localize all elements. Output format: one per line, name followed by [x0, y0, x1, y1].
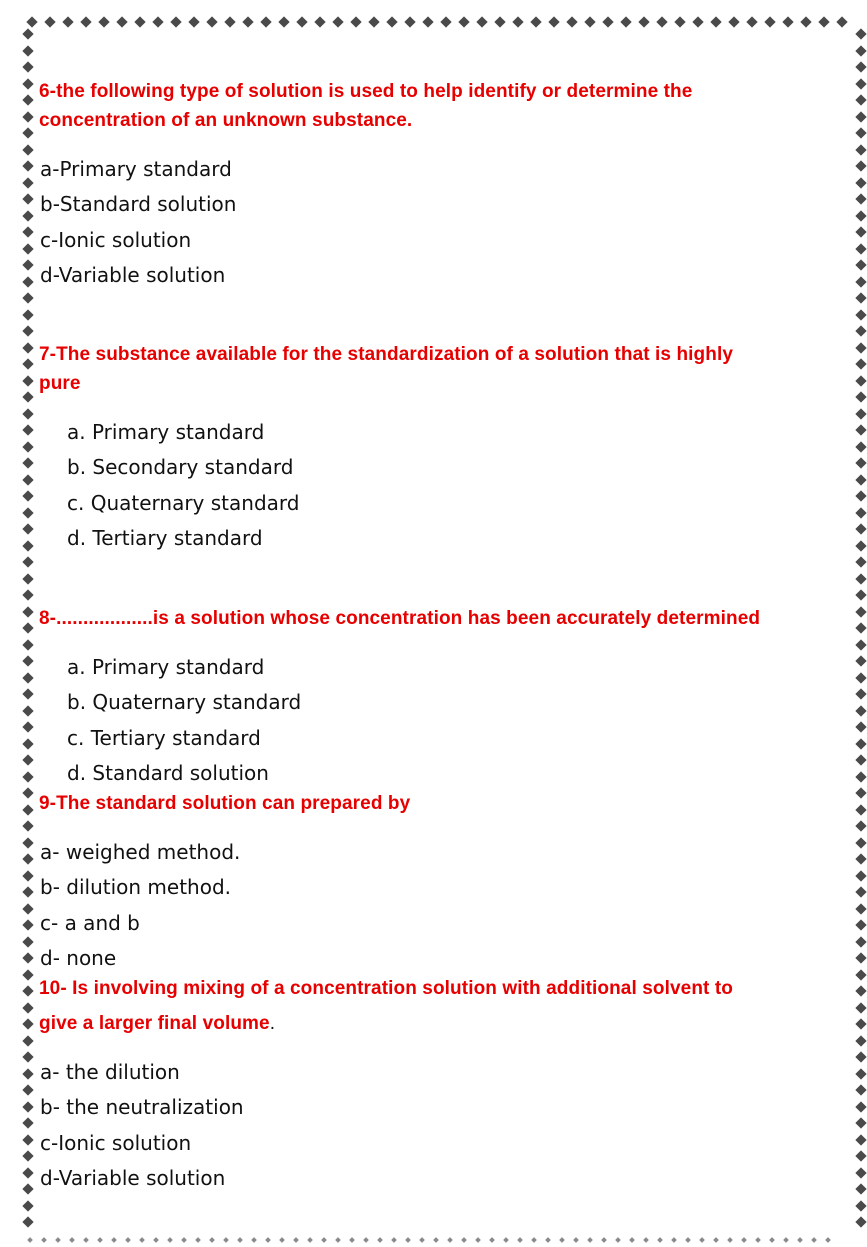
border-diamond-icon	[22, 886, 33, 897]
border-diamond-icon	[242, 16, 253, 27]
border-diamond-icon	[404, 16, 415, 27]
border-diamond-icon	[22, 540, 33, 551]
border-diamond-icon	[855, 243, 866, 254]
border-diamond-icon	[836, 16, 847, 27]
border-diamond-icon	[855, 342, 866, 353]
border-diamond-icon	[22, 1200, 33, 1211]
option-10a[interactable]: a- the dilution	[40, 1060, 180, 1084]
border-diamond-icon	[494, 16, 505, 27]
border-diamond-icon	[855, 1018, 866, 1029]
border-diamond-icon	[98, 16, 109, 27]
border-diamond-icon	[855, 1183, 866, 1194]
question-6-line-1: 6-the following type of solution is used to help identify or determine the	[39, 81, 693, 102]
border-diamond-icon	[855, 1117, 866, 1128]
border-diamond-icon	[350, 16, 361, 27]
border-diamond-icon	[728, 16, 739, 27]
border-diamond-icon	[260, 16, 271, 27]
border-diamond-icon	[22, 45, 33, 56]
border-diamond-icon	[855, 259, 866, 270]
border-diamond-icon	[97, 1237, 103, 1243]
border-diamond-icon	[116, 16, 127, 27]
border-diamond-icon	[517, 1237, 523, 1243]
border-diamond-icon	[22, 1183, 33, 1194]
border-diamond-icon	[22, 78, 33, 89]
border-diamond-icon	[855, 903, 866, 914]
border-diamond-icon	[44, 16, 55, 27]
option-8a[interactable]: a. Primary standard	[67, 655, 265, 679]
border-diamond-icon	[22, 1002, 33, 1013]
border-diamond-icon	[512, 16, 523, 27]
border-diamond-icon	[251, 1237, 257, 1243]
border-diamond-icon	[349, 1237, 355, 1243]
question-8-line-1: 8-..................is a solution whose concentration has been accurately determined	[39, 608, 761, 629]
border-diamond-icon	[22, 853, 33, 864]
border-diamond-icon	[22, 1018, 33, 1029]
border-diamond-icon	[643, 1237, 649, 1243]
border-diamond-icon	[22, 391, 33, 402]
border-diamond-icon	[489, 1237, 495, 1243]
border-diamond-icon	[671, 1237, 677, 1243]
border-diamond-icon	[782, 16, 793, 27]
question-7-line-2: pure	[39, 373, 81, 394]
question-8	[39, 604, 760, 633]
border-diamond-icon	[769, 1237, 775, 1243]
border-diamond-icon	[855, 507, 866, 518]
border-diamond-icon	[797, 1237, 803, 1243]
question-7-line-1: 7-The substance available for the standardization of a solution that is highly	[39, 344, 734, 365]
question-10	[39, 974, 733, 1038]
border-diamond-icon	[181, 1237, 187, 1243]
page-border-top	[28, 18, 863, 26]
border-diamond-icon	[746, 16, 757, 27]
option-6d[interactable]: d-Variable solution	[40, 262, 226, 287]
border-diamond-icon	[855, 969, 866, 980]
border-diamond-icon	[22, 1216, 33, 1227]
border-diamond-icon	[855, 1084, 866, 1095]
border-diamond-icon	[167, 1237, 173, 1243]
border-diamond-icon	[855, 573, 866, 584]
border-diamond-icon	[629, 1237, 635, 1243]
border-diamond-icon	[22, 787, 33, 798]
border-diamond-icon	[855, 441, 866, 452]
border-diamond-icon	[62, 16, 73, 27]
border-diamond-icon	[22, 870, 33, 881]
border-diamond-icon	[699, 1237, 705, 1243]
option-9b[interactable]: b- dilution method.	[40, 875, 232, 900]
border-diamond-icon	[440, 16, 451, 27]
border-diamond-icon	[22, 639, 33, 650]
border-diamond-icon	[800, 16, 811, 27]
border-diamond-icon	[391, 1237, 397, 1243]
border-diamond-icon	[638, 16, 649, 27]
border-diamond-icon	[545, 1237, 551, 1243]
border-diamond-icon	[587, 1237, 593, 1243]
border-diamond-icon	[855, 688, 866, 699]
border-diamond-icon	[855, 1134, 866, 1145]
border-diamond-icon	[22, 276, 33, 287]
border-diamond-icon	[855, 919, 866, 930]
border-diamond-icon	[855, 358, 866, 369]
border-diamond-icon	[475, 1237, 481, 1243]
border-diamond-icon	[22, 358, 33, 369]
option-10b[interactable]: b- the neutralization	[40, 1095, 244, 1120]
border-diamond-icon	[783, 1237, 789, 1243]
border-diamond-icon	[223, 1237, 229, 1243]
border-diamond-icon	[855, 474, 866, 485]
question-10-line-2-text: give a larger final volume	[39, 1013, 270, 1034]
border-diamond-icon	[855, 589, 866, 600]
border-diamond-icon	[152, 16, 163, 27]
border-diamond-icon	[22, 342, 33, 353]
border-diamond-icon	[22, 985, 33, 996]
border-diamond-icon	[855, 837, 866, 848]
border-diamond-icon	[855, 375, 866, 386]
border-diamond-icon	[80, 16, 91, 27]
border-diamond-icon	[22, 375, 33, 386]
border-diamond-icon	[22, 771, 33, 782]
border-diamond-icon	[855, 754, 866, 765]
border-diamond-icon	[22, 325, 33, 336]
border-diamond-icon	[22, 1117, 33, 1128]
border-diamond-icon	[855, 1002, 866, 1013]
border-diamond-icon	[601, 1237, 607, 1243]
border-diamond-icon	[855, 292, 866, 303]
border-diamond-icon	[22, 309, 33, 320]
border-diamond-icon	[855, 787, 866, 798]
border-diamond-icon	[855, 820, 866, 831]
border-diamond-icon	[41, 1237, 47, 1243]
border-diamond-icon	[22, 672, 33, 683]
border-diamond-icon	[602, 16, 613, 27]
page-border-right	[857, 30, 865, 1240]
option-6c[interactable]: c-Ionic solution	[40, 227, 192, 252]
border-diamond-icon	[584, 16, 595, 27]
option-10c[interactable]: c-Ionic solution	[40, 1130, 192, 1155]
border-diamond-icon	[22, 210, 33, 221]
border-diamond-icon	[83, 1237, 89, 1243]
border-diamond-icon	[615, 1237, 621, 1243]
border-diamond-icon	[69, 1237, 75, 1243]
border-diamond-icon	[855, 556, 866, 567]
border-diamond-icon	[321, 1237, 327, 1243]
border-diamond-icon	[433, 1237, 439, 1243]
border-diamond-icon	[22, 243, 33, 254]
border-diamond-icon	[692, 16, 703, 27]
border-diamond-icon	[855, 1068, 866, 1079]
border-diamond-icon	[293, 1237, 299, 1243]
border-diamond-icon	[22, 127, 33, 138]
option-8c[interactable]: c. Tertiary standard	[67, 725, 261, 750]
option-7b[interactable]: b. Secondary standard	[67, 455, 294, 480]
border-diamond-icon	[855, 408, 866, 419]
border-diamond-icon	[22, 1101, 33, 1112]
border-diamond-icon	[405, 1237, 411, 1243]
option-10d[interactable]: d-Variable solution	[40, 1165, 226, 1190]
border-diamond-icon	[22, 408, 33, 419]
border-diamond-icon	[755, 1237, 761, 1243]
border-diamond-icon	[22, 969, 33, 980]
border-diamond-icon	[855, 606, 866, 617]
border-diamond-icon	[363, 1237, 369, 1243]
border-diamond-icon	[855, 177, 866, 188]
border-diamond-icon	[386, 16, 397, 27]
border-diamond-icon	[195, 1237, 201, 1243]
border-diamond-icon	[855, 1051, 866, 1062]
border-diamond-icon	[22, 94, 33, 105]
border-diamond-icon	[332, 16, 343, 27]
border-diamond-icon	[855, 1216, 866, 1227]
border-diamond-icon	[22, 573, 33, 584]
border-diamond-icon	[855, 886, 866, 897]
question-6	[39, 77, 692, 135]
question-8-options	[67, 650, 301, 791]
border-diamond-icon	[153, 1237, 159, 1243]
border-diamond-icon	[296, 16, 307, 27]
border-diamond-icon	[855, 771, 866, 782]
border-diamond-icon	[559, 1237, 565, 1243]
border-diamond-icon	[855, 193, 866, 204]
page-border-left	[24, 30, 32, 1240]
border-diamond-icon	[22, 259, 33, 270]
border-diamond-icon	[447, 1237, 453, 1243]
border-diamond-icon	[530, 16, 541, 27]
border-diamond-icon	[368, 16, 379, 27]
border-diamond-icon	[22, 820, 33, 831]
border-diamond-icon	[855, 490, 866, 501]
border-diamond-icon	[22, 1150, 33, 1161]
border-diamond-icon	[566, 16, 577, 27]
question-10-line-2	[39, 1009, 733, 1038]
border-diamond-icon	[855, 210, 866, 221]
border-diamond-icon	[855, 94, 866, 105]
border-diamond-icon	[855, 622, 866, 633]
border-diamond-icon	[476, 16, 487, 27]
border-diamond-icon	[855, 45, 866, 56]
question-9-line-1: 9-The standard solution can prepared by	[39, 793, 411, 814]
question-7-options	[67, 415, 299, 556]
border-diamond-icon	[22, 1167, 33, 1178]
border-diamond-icon	[855, 61, 866, 72]
page-border-bottom	[28, 1238, 863, 1242]
question-10-tail: .	[269, 1013, 276, 1034]
border-diamond-icon	[855, 111, 866, 122]
border-diamond-icon	[855, 127, 866, 138]
border-diamond-icon	[170, 16, 181, 27]
border-diamond-icon	[674, 16, 685, 27]
border-diamond-icon	[855, 804, 866, 815]
border-diamond-icon	[855, 655, 866, 666]
border-diamond-icon	[825, 1237, 831, 1243]
border-diamond-icon	[188, 16, 199, 27]
border-diamond-icon	[461, 1237, 467, 1243]
border-diamond-icon	[22, 589, 33, 600]
border-diamond-icon	[22, 721, 33, 732]
border-diamond-icon	[26, 16, 37, 27]
border-diamond-icon	[22, 903, 33, 914]
border-diamond-icon	[855, 672, 866, 683]
border-diamond-icon	[548, 16, 559, 27]
border-diamond-icon	[855, 853, 866, 864]
option-8d[interactable]: d. Standard solution	[67, 760, 269, 785]
border-diamond-icon	[22, 111, 33, 122]
border-diamond-icon	[22, 919, 33, 930]
option-7d[interactable]: d. Tertiary standard	[67, 525, 263, 550]
border-diamond-icon	[22, 1084, 33, 1095]
question-10-options	[40, 1055, 244, 1196]
border-diamond-icon	[22, 507, 33, 518]
option-6a[interactable]: a-Primary standard	[40, 157, 232, 181]
border-diamond-icon	[22, 622, 33, 633]
border-diamond-icon	[22, 177, 33, 188]
border-diamond-icon	[22, 1068, 33, 1079]
border-diamond-icon	[22, 474, 33, 485]
border-diamond-icon	[55, 1237, 61, 1243]
border-diamond-icon	[741, 1237, 747, 1243]
border-diamond-icon	[855, 78, 866, 89]
border-diamond-icon	[855, 1035, 866, 1046]
border-diamond-icon	[855, 540, 866, 551]
border-diamond-icon	[335, 1237, 341, 1243]
border-diamond-icon	[855, 952, 866, 963]
border-diamond-icon	[314, 16, 325, 27]
border-diamond-icon	[22, 1051, 33, 1062]
border-diamond-icon	[855, 1150, 866, 1161]
border-diamond-icon	[503, 1237, 509, 1243]
option-9c[interactable]: c- a and b	[40, 910, 140, 935]
border-diamond-icon	[855, 325, 866, 336]
question-6-options	[40, 152, 236, 293]
option-9a[interactable]: a- weighed method.	[40, 840, 241, 864]
border-diamond-icon	[764, 16, 775, 27]
border-diamond-icon	[206, 16, 217, 27]
border-diamond-icon	[855, 276, 866, 287]
border-diamond-icon	[22, 1134, 33, 1145]
question-9-options	[40, 835, 240, 976]
border-diamond-icon	[818, 16, 829, 27]
border-diamond-icon	[22, 160, 33, 171]
border-diamond-icon	[22, 688, 33, 699]
border-diamond-icon	[573, 1237, 579, 1243]
border-diamond-icon	[855, 226, 866, 237]
border-diamond-icon	[139, 1237, 145, 1243]
border-diamond-icon	[656, 16, 667, 27]
border-diamond-icon	[237, 1237, 243, 1243]
border-diamond-icon	[620, 16, 631, 27]
option-9d[interactable]: d- none	[40, 945, 117, 970]
border-diamond-icon	[22, 936, 33, 947]
border-diamond-icon	[22, 804, 33, 815]
border-diamond-icon	[657, 1237, 663, 1243]
question-9	[39, 789, 410, 818]
border-diamond-icon	[855, 705, 866, 716]
border-diamond-icon	[22, 61, 33, 72]
border-diamond-icon	[855, 523, 866, 534]
border-diamond-icon	[279, 1237, 285, 1243]
border-diamond-icon	[22, 1035, 33, 1046]
option-6b[interactable]: b-Standard solution	[40, 192, 237, 217]
option-7a[interactable]: a. Primary standard	[67, 420, 265, 444]
border-diamond-icon	[855, 144, 866, 155]
border-diamond-icon	[855, 1200, 866, 1211]
border-diamond-icon	[22, 226, 33, 237]
border-diamond-icon	[811, 1237, 817, 1243]
border-diamond-icon	[855, 721, 866, 732]
border-diamond-icon	[27, 1237, 33, 1243]
border-diamond-icon	[307, 1237, 313, 1243]
border-diamond-icon	[22, 424, 33, 435]
border-diamond-icon	[22, 705, 33, 716]
border-diamond-icon	[22, 441, 33, 452]
border-diamond-icon	[22, 292, 33, 303]
border-diamond-icon	[855, 738, 866, 749]
border-diamond-icon	[419, 1237, 425, 1243]
border-diamond-icon	[855, 391, 866, 402]
border-diamond-icon	[22, 144, 33, 155]
border-diamond-icon	[855, 457, 866, 468]
border-diamond-icon	[224, 16, 235, 27]
border-diamond-icon	[855, 870, 866, 881]
option-7c[interactable]: c. Quaternary standard	[67, 490, 300, 515]
border-diamond-icon	[710, 16, 721, 27]
border-diamond-icon	[855, 424, 866, 435]
border-diamond-icon	[855, 1101, 866, 1112]
border-diamond-icon	[685, 1237, 691, 1243]
border-diamond-icon	[22, 193, 33, 204]
border-diamond-icon	[22, 952, 33, 963]
border-diamond-icon	[458, 16, 469, 27]
border-diamond-icon	[22, 457, 33, 468]
border-diamond-icon	[22, 28, 33, 39]
border-diamond-icon	[855, 1167, 866, 1178]
border-diamond-icon	[855, 160, 866, 171]
border-diamond-icon	[713, 1237, 719, 1243]
question-6-line-2: concentration of an unknown substance.	[39, 110, 413, 131]
border-diamond-icon	[22, 738, 33, 749]
border-diamond-icon	[531, 1237, 537, 1243]
border-diamond-icon	[111, 1237, 117, 1243]
border-diamond-icon	[22, 837, 33, 848]
border-diamond-icon	[22, 606, 33, 617]
question-10-line-1: 10- Is involving mixing of a concentration solution with additional solvent to	[39, 978, 733, 999]
border-diamond-icon	[22, 523, 33, 534]
border-diamond-icon	[22, 655, 33, 666]
border-diamond-icon	[22, 754, 33, 765]
border-diamond-icon	[855, 985, 866, 996]
border-diamond-icon	[727, 1237, 733, 1243]
option-8b[interactable]: b. Quaternary standard	[67, 690, 302, 715]
question-7	[39, 340, 733, 398]
border-diamond-icon	[422, 16, 433, 27]
border-diamond-icon	[22, 490, 33, 501]
border-diamond-icon	[855, 309, 866, 320]
border-diamond-icon	[855, 639, 866, 650]
border-diamond-icon	[209, 1237, 215, 1243]
border-diamond-icon	[125, 1237, 131, 1243]
border-diamond-icon	[377, 1237, 383, 1243]
border-diamond-icon	[134, 16, 145, 27]
border-diamond-icon	[278, 16, 289, 27]
border-diamond-icon	[265, 1237, 271, 1243]
border-diamond-icon	[855, 28, 866, 39]
border-diamond-icon	[855, 936, 866, 947]
border-diamond-icon	[22, 556, 33, 567]
